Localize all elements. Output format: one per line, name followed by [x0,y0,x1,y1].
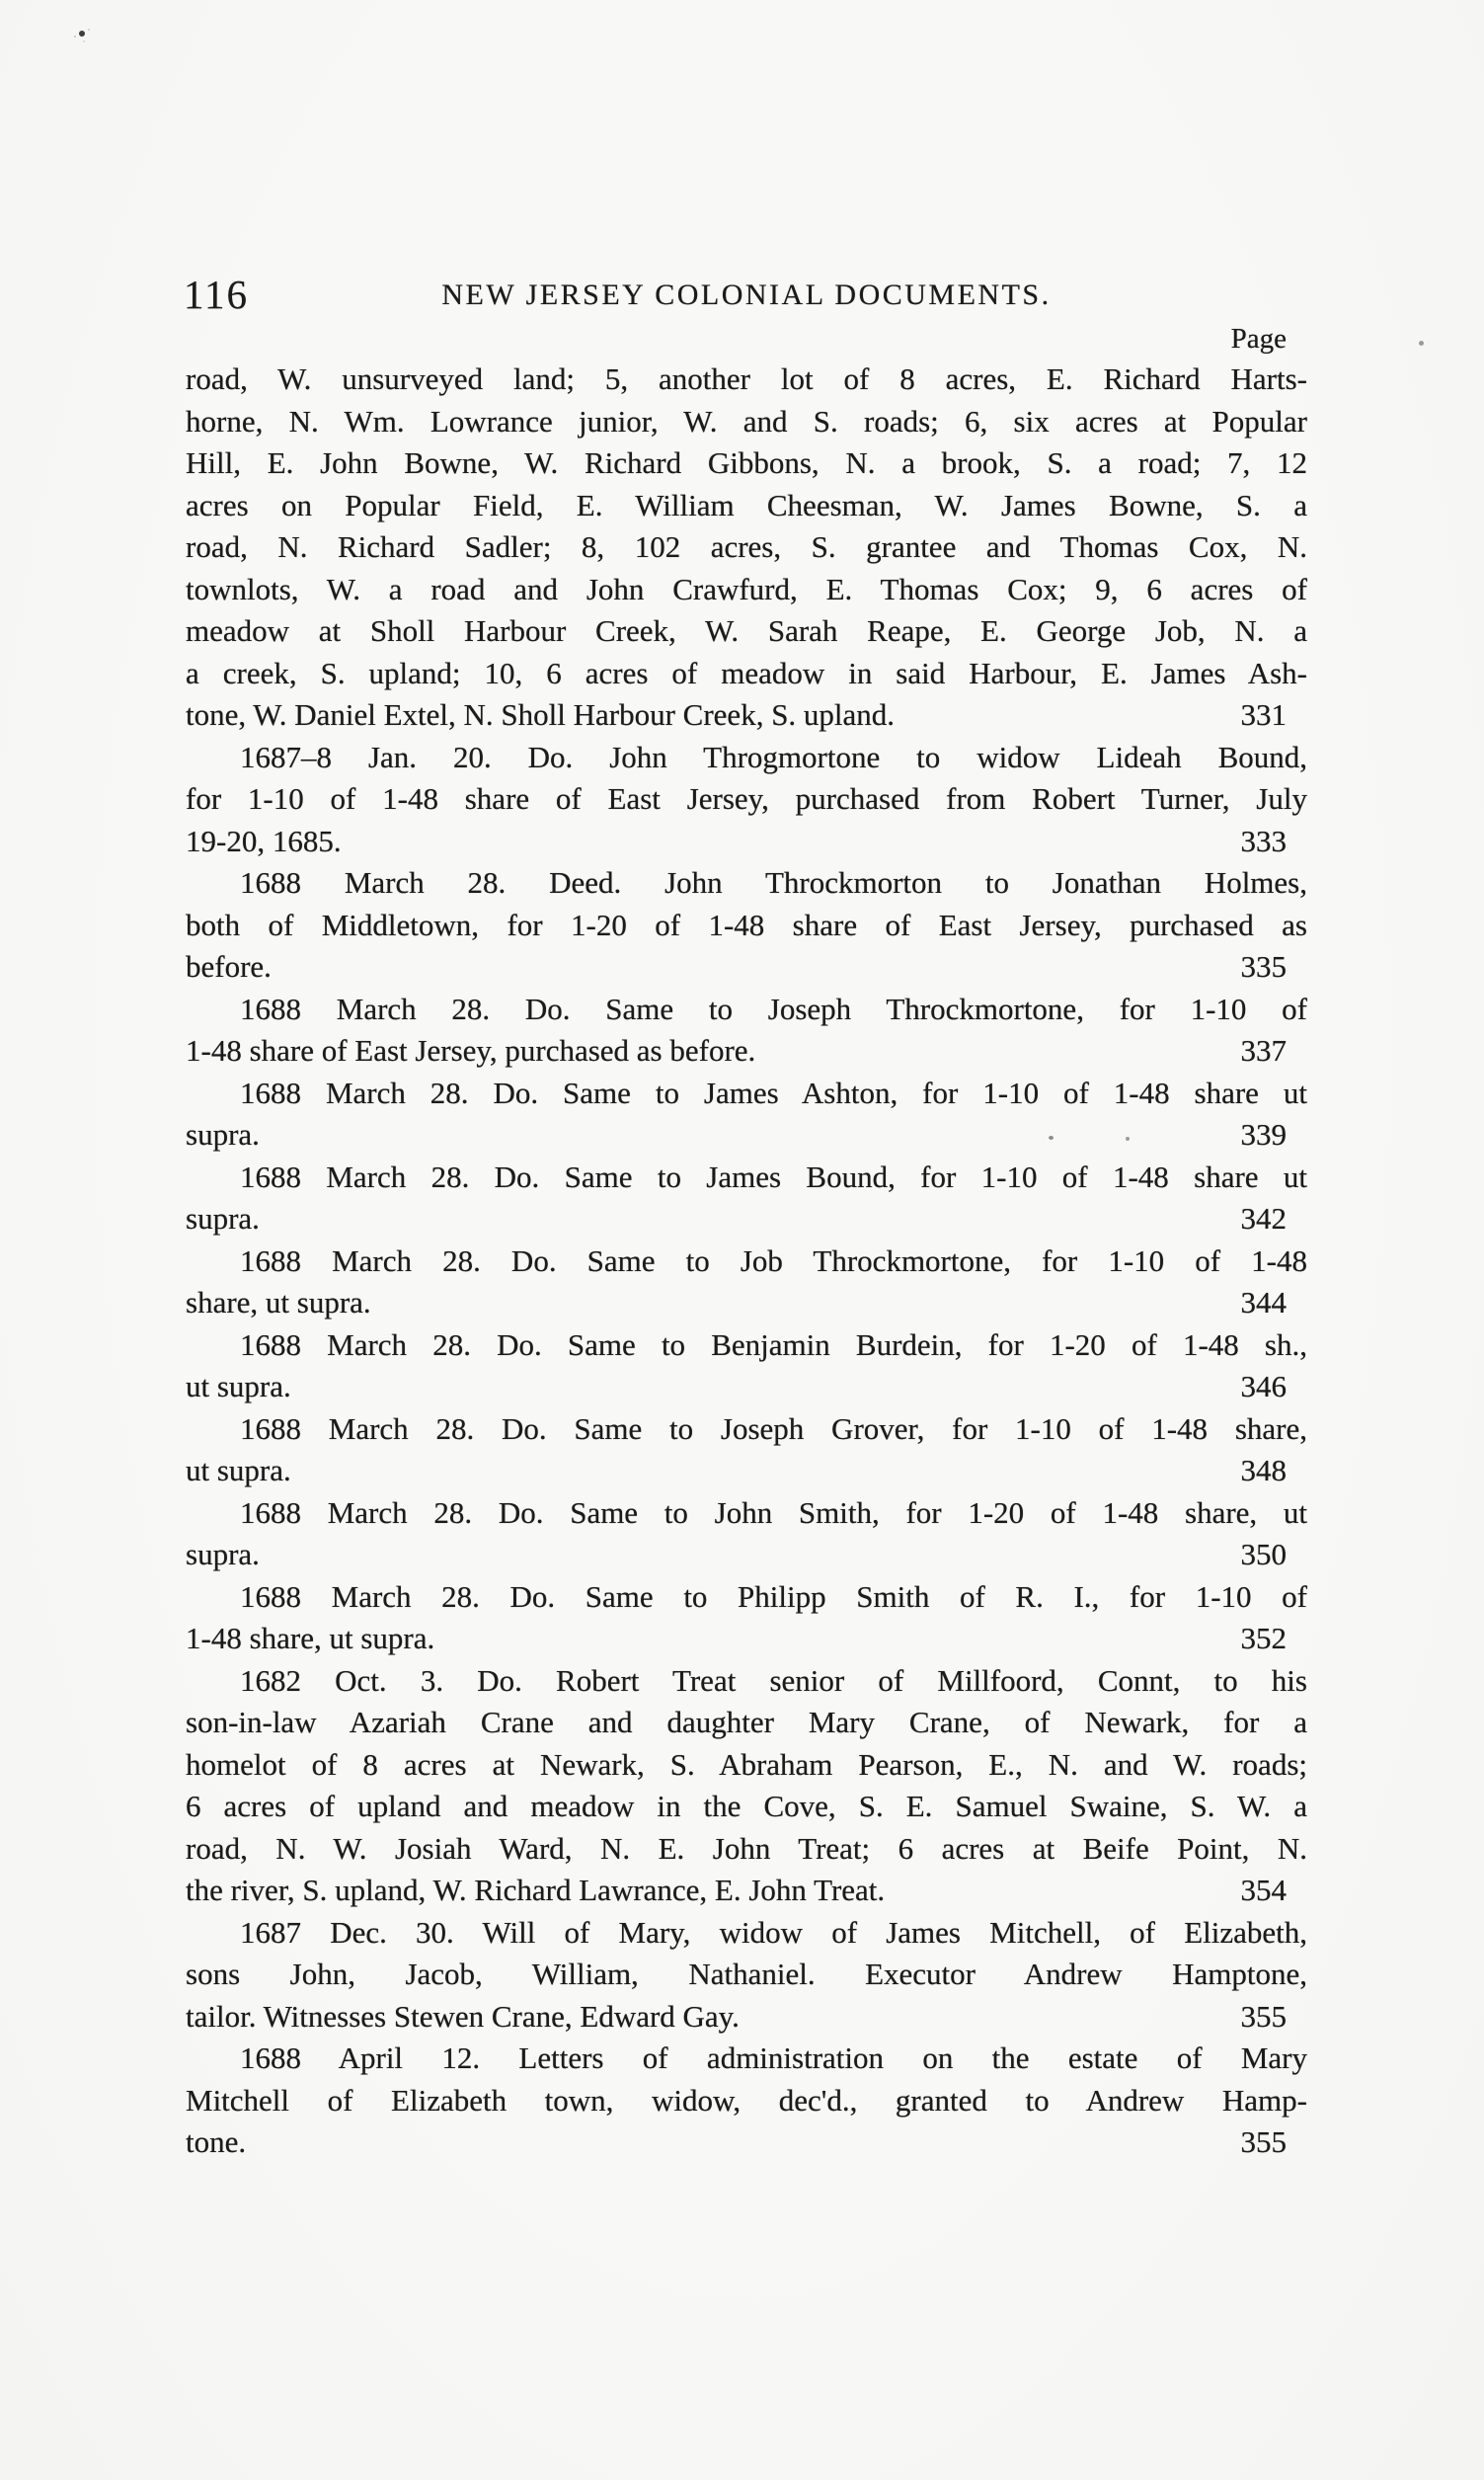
page-ref: 339 [1240,1117,1287,1152]
index-entry [186,1492,1307,1576]
entry-line: Hill, E. John Bowne, W. Richard Gibbons, N. a brook, S. a road; 7, 12 [186,445,1307,480]
entry-line: 333 19-20, 1685. [186,821,1307,863]
entry-line: 1687–8 Jan. 20. Do. John Throgmortone to widow Lideah Bound, [240,739,1307,774]
entry-line: 1687 Dec. 30. Will of Mary, widow of James Mitchell, of Elizabeth, [240,1914,1307,1950]
index-entry [186,1324,1307,1408]
entry-line: 1688 March 28. Do. Same to Benjamin Burdein, for 1-20 of 1-48 sh., [240,1326,1307,1362]
entry-line: 355 tailor. Witnesses Stewen Crane, Edward Gay. [186,1996,1307,2039]
entry-line: 335 before. [186,946,1307,989]
entry-line: horne, N. Wm. Lowrance junior, W. and S. roads; 6, six acres at Popular [186,403,1307,439]
entry-line: 355 tone. [186,2121,1307,2164]
folio-number: 116 [184,272,249,317]
page-ref: 344 [1240,1285,1287,1320]
ink-speck [79,31,85,37]
page-ref: 331 [1240,697,1287,732]
entry-line: for 1-10 of 1-48 share of East Jersey, purchased from Robert Turner, July [186,781,1307,816]
index-entry [186,1576,1307,1660]
entry-line: homelot of 8 acres at Newark, S. Abraham Pearson, E., N. and W. roads; [186,1746,1307,1782]
entry-line: a creek, S. upland; 10, 6 acres of meadow in said Harbour, E. James Ash- [186,655,1307,690]
entry-line: 1688 March 28. Do. Same to Job Throckmortone, for 1-10 of 1-48 [240,1242,1307,1278]
page-ref: 342 [1240,1201,1287,1236]
entry-line: 339 supra. [186,1114,1307,1157]
entry-line: 331 tone, W. Daniel Extel, N. Sholl Harbour Creek, S. upland. [186,694,1307,737]
page-ref: 333 [1240,823,1287,858]
entry-line: 344 share, ut supra. [186,1282,1307,1324]
entry-line: 346 ut supra. [186,1366,1307,1408]
entry-line: 1688 March 28. Do. Same to James Bound, for 1-10 of 1-48 share ut [240,1159,1307,1194]
page-ref: 354 [1240,1873,1287,1907]
index-entry [186,2038,1307,2164]
page-column-label: Page [1230,323,1287,355]
entry-line: 354 the river, S. upland, W. Richard Lawrance, E. John Treat. [186,1870,1307,1912]
entry-line: 348 ut supra. [186,1450,1307,1492]
entry-line: 337 1-48 share of East Jersey, purchased as before. [186,1030,1307,1073]
index-entry [186,862,1307,989]
page-ref: 337 [1240,1033,1287,1068]
entry-line: meadow at Sholl Harbour Creek, W. Sarah Reape, E. George Job, N. a [186,613,1307,648]
entry-line: 1688 March 28. Do. Same to James Ashton, for 1-10 of 1-48 share ut [240,1075,1307,1110]
entry-line: both of Middletown, for 1-20 of 1-48 share of East Jersey, purchased as [186,907,1307,942]
entry-line: road, N. W. Josiah Ward, N. E. John Treat; 6 acres at Beife Point, N. [186,1830,1307,1866]
index-entry [186,1157,1307,1240]
entry-line: son-in-law Azariah Crane and daughter Mary Crane, of Newark, for a [186,1705,1307,1739]
running-title: NEW JERSEY COLONIAL DOCUMENTS. [441,279,1052,311]
entry-line: 1688 March 28. Do. Same to Philipp Smith of R. I., for 1-10 of [240,1578,1307,1614]
page-ref: 352 [1240,1621,1287,1655]
page-ref: 335 [1240,949,1287,984]
entry-line: Mitchell of Elizabeth town, widow, dec'd., granted to Andrew Hamp- [186,2082,1307,2118]
page-ref: 348 [1240,1453,1287,1487]
index-entry [186,989,1307,1073]
entry-line: 1688 March 28. Do. Same to Joseph Grover, for 1-10 of 1-48 share, [240,1410,1307,1446]
entry-line: road, N. Richard Sadler; 8, 102 acres, S. grantee and Thomas Cox, N. [186,529,1307,564]
page-ref: 355 [1240,1998,1287,2034]
entry-line: 6 acres of upland and meadow in the Cove, S. E. Samuel Swaine, S. W. a [186,1789,1307,1823]
page-ref: 355 [1240,2124,1287,2159]
entry-line: townlots, W. a road and John Crawfurd, E. Thomas Cox; 9, 6 acres of [186,571,1307,606]
entry-line: 1682 Oct. 3. Do. Robert Treat senior of Millfoord, Connt, to his [240,1662,1307,1698]
entry-line: acres on Popular Field, E. William Cheesman, W. James Bowne, S. a [186,487,1307,522]
entry-line: road, W. unsurveyed land; 5, another lot of 8 acres, E. Richard Harts- [186,361,1307,396]
entry-line: 1688 March 28. Do. Same to John Smith, for 1-20 of 1-48 share, ut [240,1494,1307,1530]
index-entry [186,1240,1307,1324]
page-ref: 350 [1240,1537,1287,1571]
page-ref: 346 [1240,1369,1287,1403]
entry-line: 342 supra. [186,1198,1307,1240]
entry-line: 350 supra. [186,1534,1307,1576]
index-entry [186,737,1307,863]
entry-line: 1688 April 12. Letters of administration on the estate of Mary [240,2040,1307,2075]
index-entry [186,1912,1307,2039]
entry-line: sons John, Jacob, William, Nathaniel. Executor Andrew Hamptone, [186,1957,1307,1991]
entry-line: 1688 March 28. Deed. John Throckmorton to Jonathan Holmes, [240,865,1307,900]
entries-list [186,359,1307,2164]
entry-line: 1688 March 28. Do. Same to Joseph Throckmortone, for 1-10 of [240,991,1307,1026]
entry-line: 352 1-48 share, ut supra. [186,1618,1307,1660]
index-entry [186,1660,1307,1912]
index-entry [186,1408,1307,1492]
index-entry [186,359,1307,737]
ink-speck [1419,341,1424,346]
index-entry [186,1073,1307,1157]
